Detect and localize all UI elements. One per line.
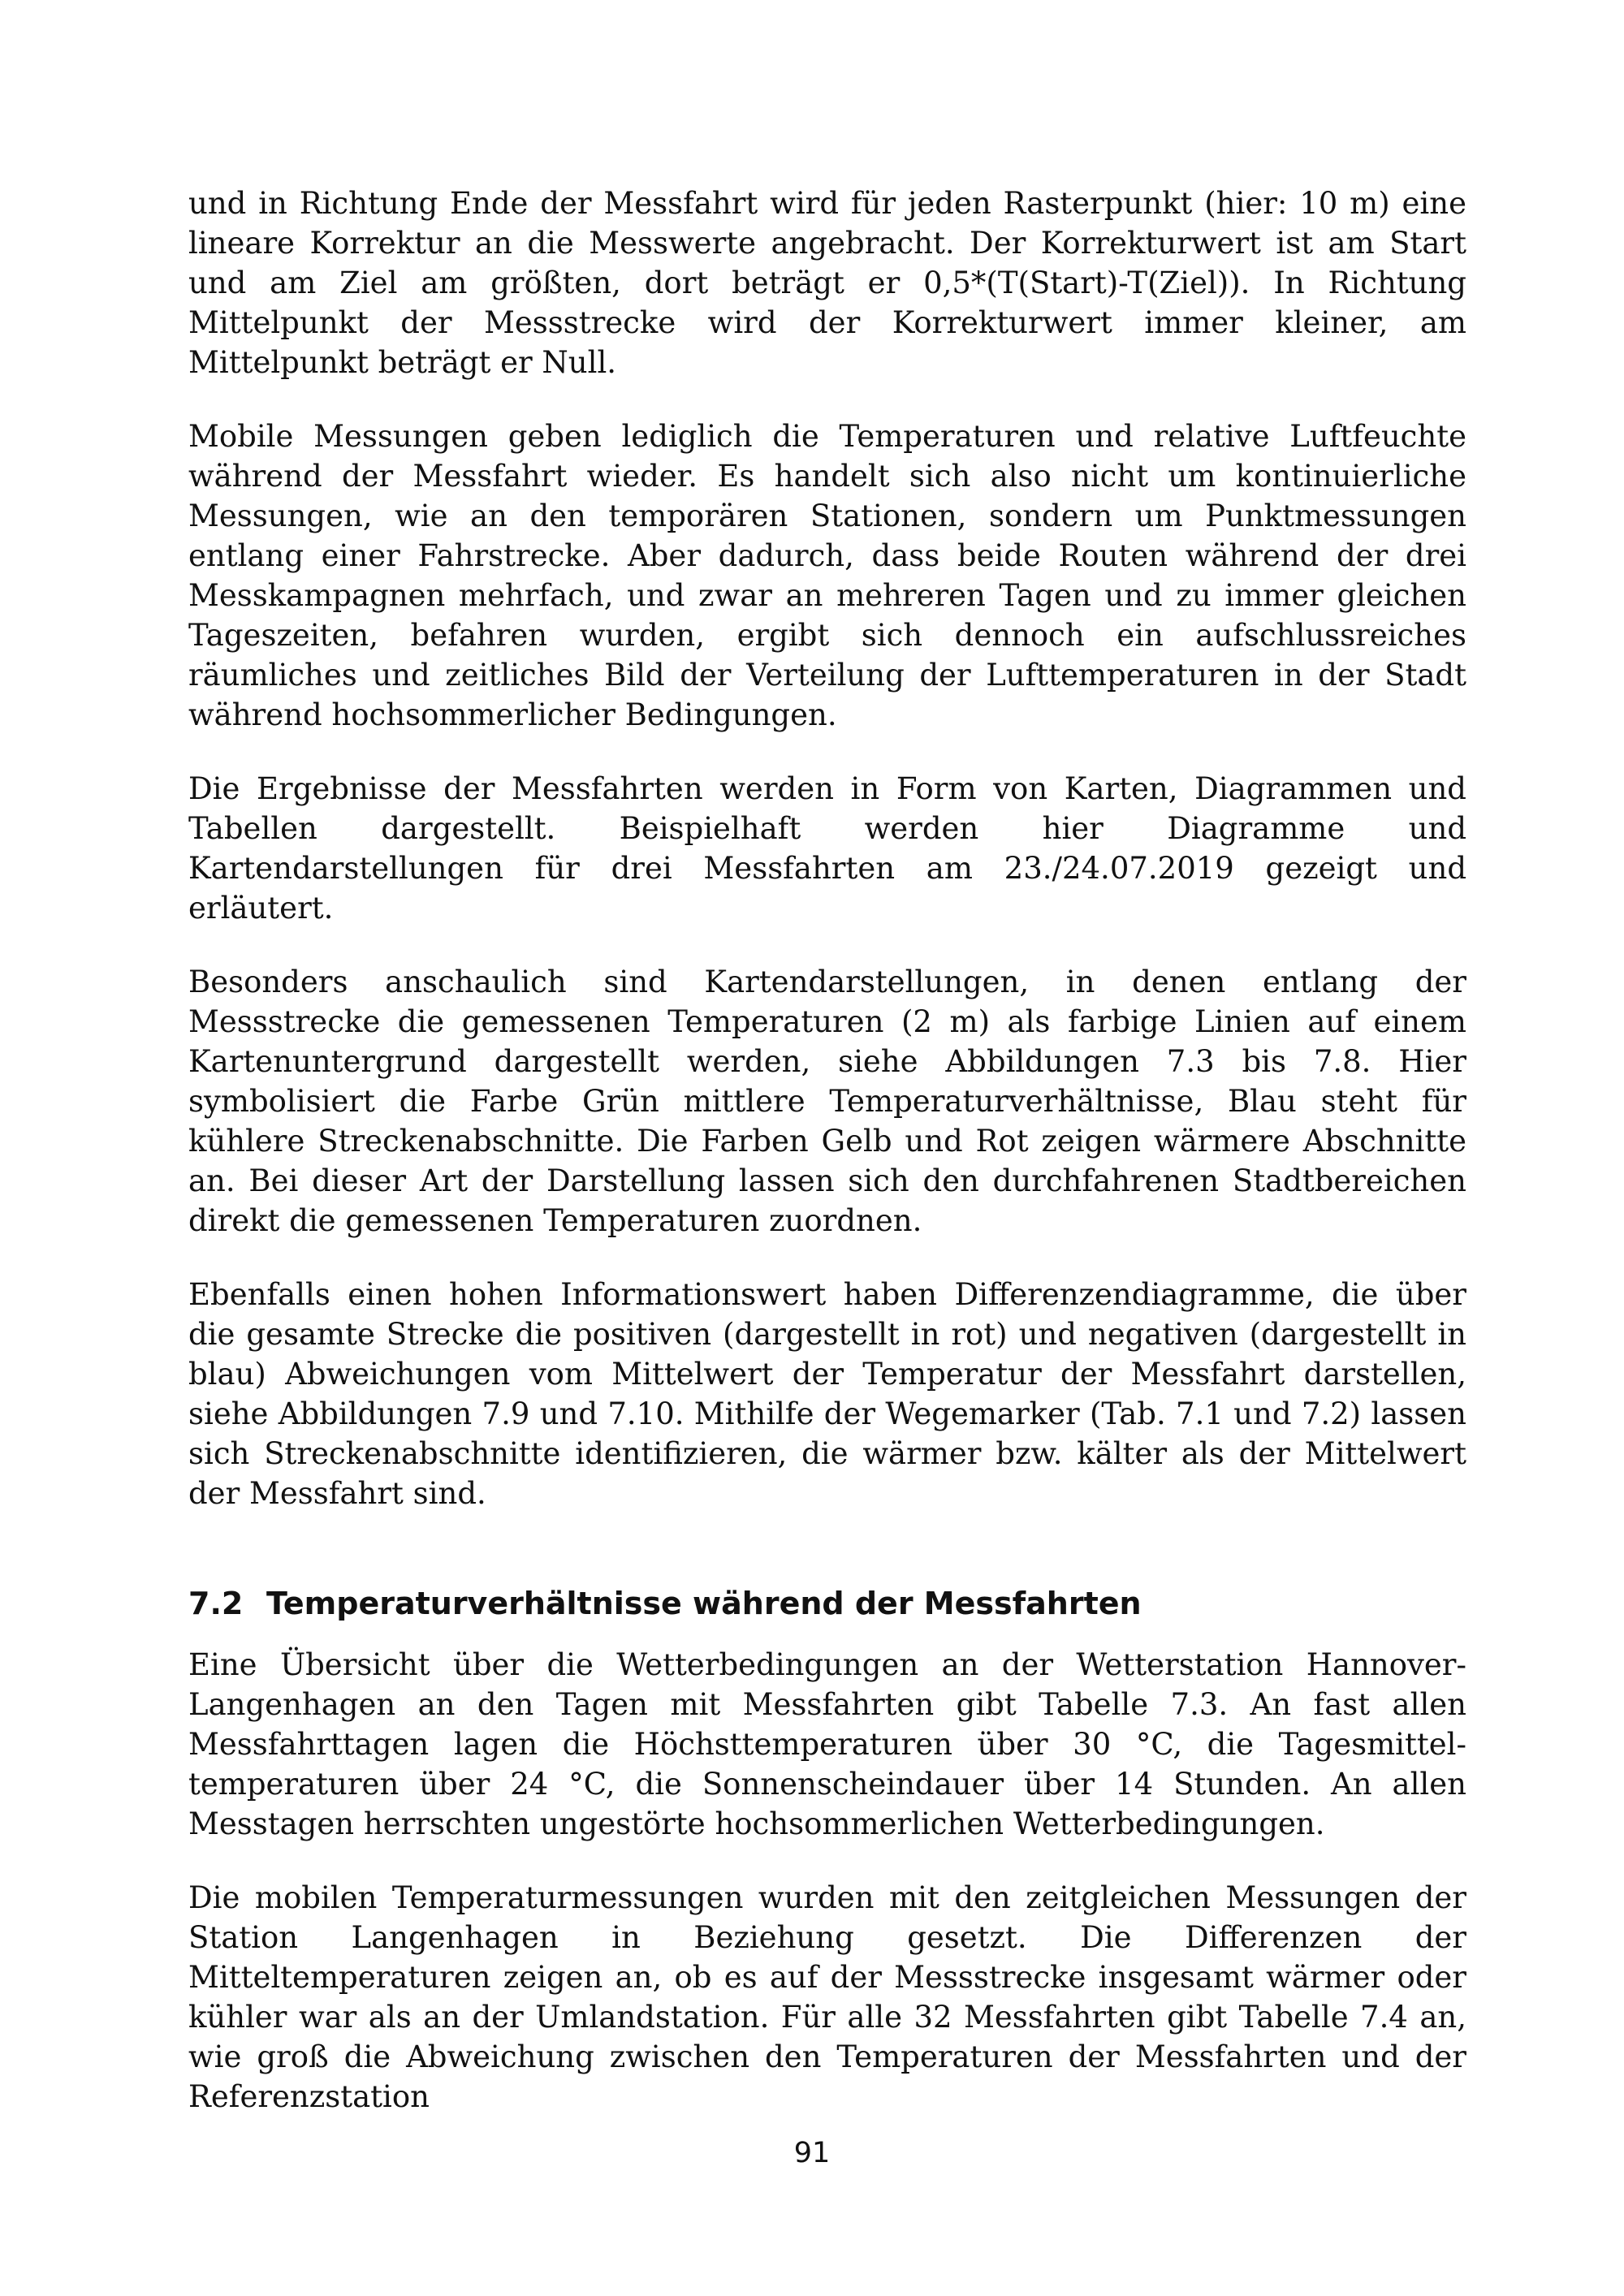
section-title: Temperaturverhältnisse während der Messfahrten [266, 1586, 1142, 1621]
paragraph-ergebnisse: Die Ergebnisse der Messfahrten werden in Form von Karten, Diagrammen und Tabellen dargestellt. Beispielhaft werden hier Diagramme und Kartendarstellungen für drei Messfahrten am 23./24.07.2019 gezeigt und erläutert. [188, 771, 1466, 926]
page-number: 91 [793, 2137, 831, 2169]
section-number: 7.2 [188, 1586, 244, 1621]
paragraph-kartendarstellungen: Besonders anschaulich sind Kartendarstellungen, in denen entlang der Messstrecke die gemessenen Temperaturen (2 m) als farbige Linien auf einem Kartenuntergrund dargestellt werden, siehe Abbildungen 7.3 bis 7.8. Hier symbolisiert die Farbe Grün mittlere Temperaturverhältnisse, Blau steht für kühlere Streckenabschnitte. Die Farben Gelb und Rot zeigen wärmere Abschnitte an. Bei dieser Art der Darstellung lassen sich den durchfahrenen Stadtbereichen direkt die gemessenen Temperaturen zuordnen. [188, 965, 1466, 1238]
document-page [188, 183, 1466, 2151]
paragraph-differenzendiagramme: Ebenfalls einen hohen Informationswert haben Differenzendiagramme, die über die gesamte Strecke die positiven (dargestellt in rot) und negativen (dargestellt in blau) Abweichungen vom Mittelwert der Temperatur der Messfahrt darstellen, siehe Abbildungen 7.9 und 7.10. Mithilfe der Wegemarker (Tab. 7.1 und 7.2) lassen sich Streckenabschnitte identifizieren, die wärmer bzw. kälter als der Mittelwert der Messfahrt sind. [188, 1277, 1466, 1511]
paragraph-wetterbedingungen: Eine Übersicht über die Wetterbedingungen an der Wetterstation Hannover-Langenhagen an den Tagen mit Messfahrten gibt Tabelle 7.3. An fast allen Messfahrttagen lagen die Höchsttemperaturen über 30 °C, die Tagesmitteltemperaturen über 24 °C, die Sonnenscheindauer über 14 Stunden. An allen Messtagen herrschten ungestörte hochsommerlichen Wetterbedingungen. [188, 1647, 1466, 1841]
paragraph-temperaturmessungen: Die mobilen Temperaturmessungen wurden mit den zeitgleichen Messungen der Station Langenhagen in Beziehung gesetzt. Die Differenzen der Mitteltemperaturen zeigen an, ob es auf der Messstrecke insgesamt wärmer oder kühler war als an der Umlandstation. Für alle 32 Messfahrten gibt Tabelle 7.4 an, wie groß die Abweichung zwischen den Temperaturen der Messfahrten und der Referenzstation [188, 1880, 1466, 2114]
paragraph-korrektur: und in Richtung Ende der Messfahrt wird für jeden Rasterpunkt (hier: 10 m) eine lineare Korrektur an die Messwerte angebracht. Der Korrekturwert ist am Start und am Ziel am größten, dort beträgt er 0,5*(T(Start)-T(Ziel)). In Richtung Mittelpunkt der Messstrecke wird der Korrekturwert immer kleiner, am Mittelpunkt beträgt er Null. [188, 186, 1466, 380]
paragraph-mobile-messungen: Mobile Messungen geben lediglich die Temperaturen und relative Luftfeuchte während der Messfahrt wieder. Es handelt sich also nicht um kontinuierliche Messungen, wie an den temporären Stationen, sondern um Punktmessungen entlang einer Fahrstrecke. Aber dadurch, dass beide Routen während der drei Messkampagnen mehrfach, und zwar an mehreren Tagen und zu immer gleichen Tageszeiten, befahren wurden, ergibt sich dennoch ein aufschlussreiches räumliches und zeitliches Bild der Verteilung der Lufttemperaturen in der Stadt während hochsommerlicher Bedingungen. [188, 419, 1466, 732]
section-heading [188, 1583, 1466, 1624]
